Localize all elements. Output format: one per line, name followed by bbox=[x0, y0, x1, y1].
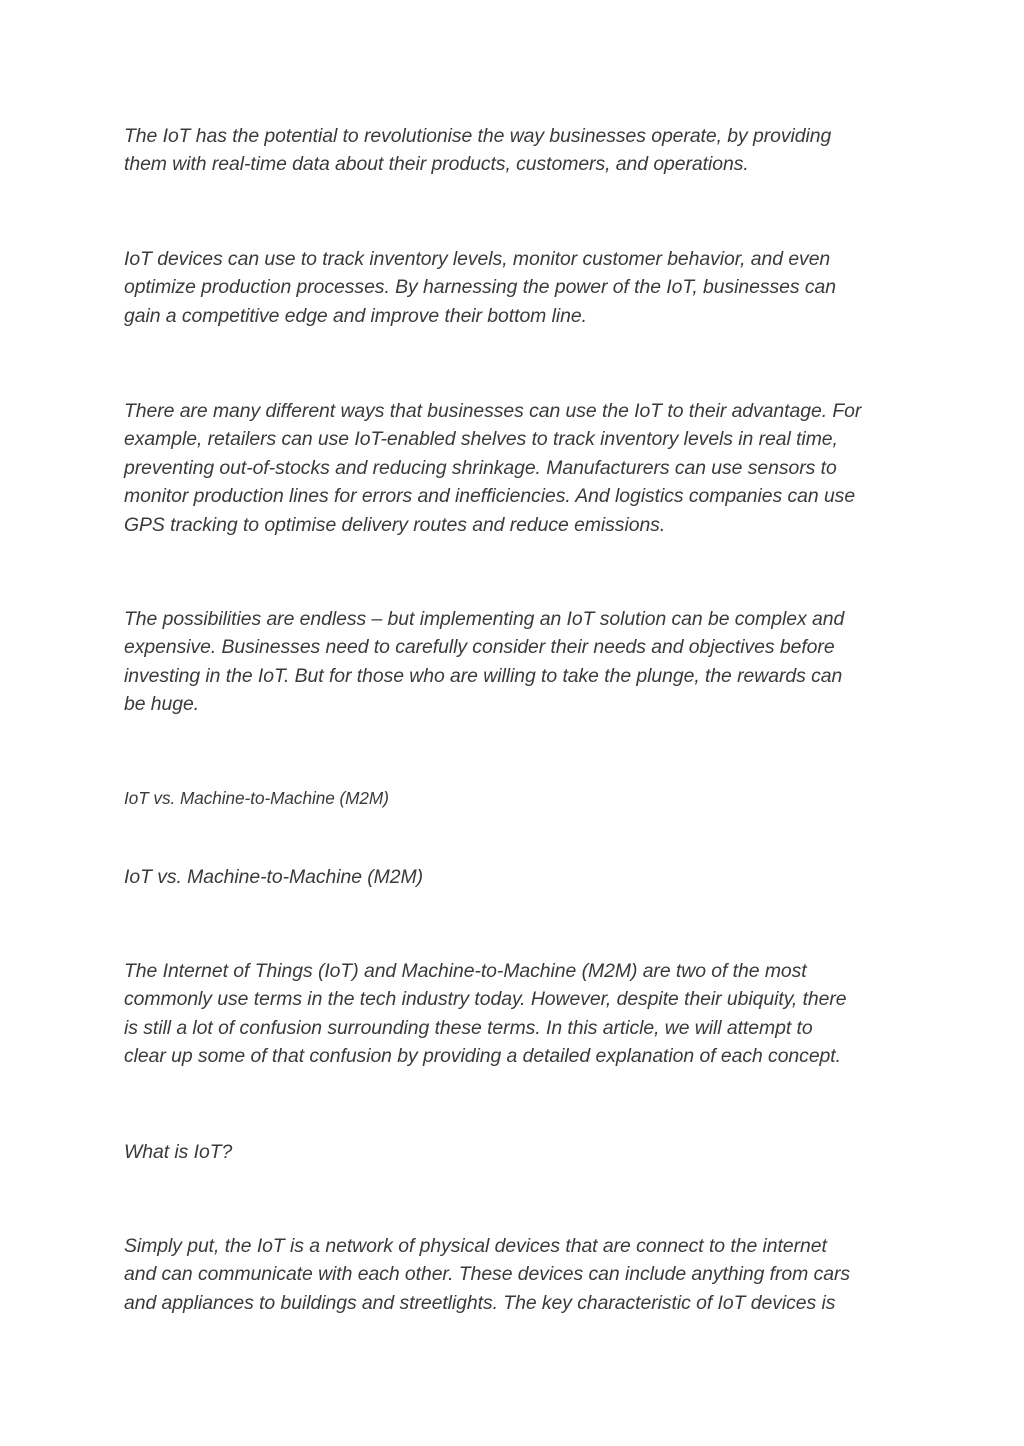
paragraph-iot-potential: The IoT has the potential to revolutionise the way businesses operate, by providing them with real-time data about their products, customers, and operations. bbox=[124, 125, 832, 176]
paragraph-iot-m2m-intro: The Internet of Things (IoT) and Machine-to-Machine (M2M) are two of the most commonly use terms in the tech industry today. However, despite their ubiquity, there is still a lot of confusion surrounding these terms. In this article, we will attempt to clear up some of that confusion by providing a detailed explanation of each concept. bbox=[124, 960, 847, 1068]
paragraph-business-examples: There are many different ways that businesses can use the IoT to their advantage. For example, retailers can use IoT-enabled shelves to track inventory levels in real time, preventing out-of-stocks and reducing shrinkage. Manufacturers can use sensors to monitor production lines for errors and inefficiencies. And logistics companies can use GPS tracking to optimise delivery routes and reduce emissions. bbox=[124, 400, 862, 536]
section-heading: IoT vs. Machine-to-Machine (M2M) bbox=[124, 866, 424, 888]
section-heading-small: IoT vs. Machine-to-Machine (M2M) bbox=[124, 788, 389, 808]
paragraph-possibilities: The possibilities are endless – but implementing an IoT solution can be complex and expensive. Businesses need to carefully consider their needs and objectives before investing in the IoT. But for those who are willing to take the plunge, the rewards can be huge. bbox=[124, 608, 845, 716]
subheading-what-is-iot: What is IoT? bbox=[124, 1141, 233, 1163]
paragraph-iot-devices-uses: IoT devices can use to track inventory levels, monitor customer behavior, and even optimize production processes. By harnessing the power of the IoT, businesses can gain a competitive edge and improve their bottom line. bbox=[124, 248, 837, 327]
paragraph-iot-definition: Simply put, the IoT is a network of physical devices that are connect to the internet and can communicate with each other. These devices can include anything from cars and appliances to buildings and streetlights. The key characteristic of IoT devices is bbox=[124, 1235, 850, 1314]
